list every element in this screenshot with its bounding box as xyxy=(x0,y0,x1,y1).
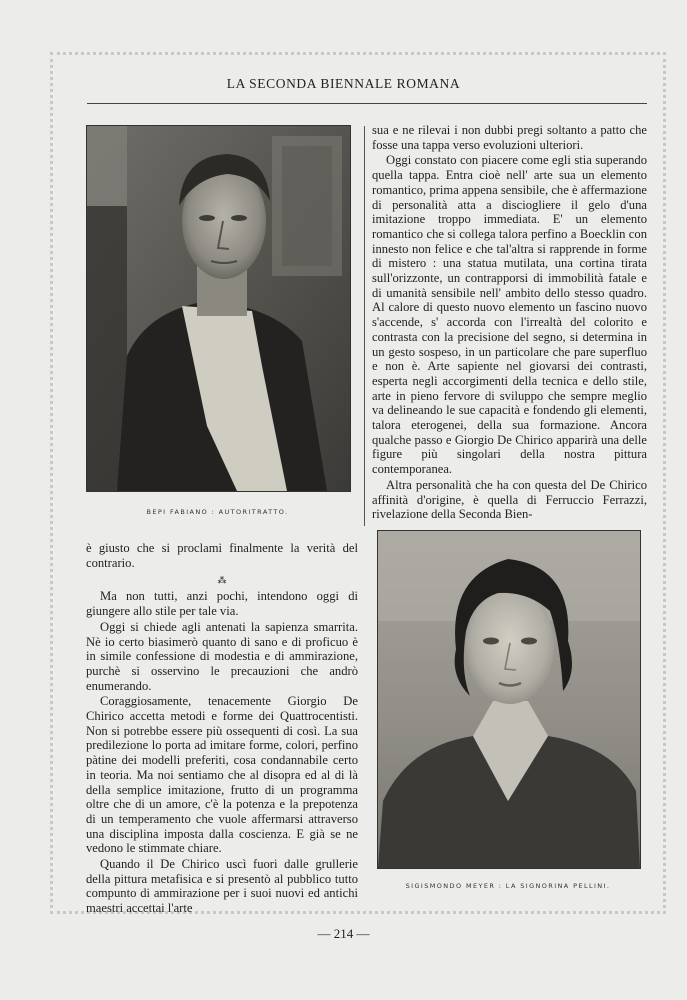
left-paragraph-4: Quando il De Chirico uscì fuori dalle grullerie della pittura metafisica e si presentò al pubblico tutto compunto di ammirazione per i suoi nuovi ed antichi maestri accettai l'arte xyxy=(86,857,358,916)
left-column-text xyxy=(86,541,358,917)
left-paragraph-1: Ma non tutti, anzi pochi, intendono oggi di giungere allo stile per tale via. xyxy=(86,589,358,619)
right-paragraph-3: Altra personalità che ha con questa del De Chirico affinità d'origine, è quella di Ferruccio Ferrazzi, rivelazione della Seconda Bien- xyxy=(372,477,647,522)
fabiano-caption: BEPI FABIANO : AUTORITRATTO. xyxy=(146,508,289,516)
right-paragraph-1: sua e ne rilevai i non dubbi pregi soltanto a patto che fosse una tappa verso evoluzioni ulteriori. xyxy=(372,123,647,152)
column-divider xyxy=(364,126,365,526)
header-rule xyxy=(87,103,647,104)
asterism-separator: ⁂ xyxy=(217,575,227,586)
running-header: LA SECONDA BIENNALE ROMANA xyxy=(226,76,461,91)
meyer-portrait-image xyxy=(377,530,641,869)
left-paragraph-3: Coraggiosamente, tenacemente Giorgio De Chirico accetta metodi e forme dei Quattrocentisti. Non si potrebbe essere più ossequenti di così. La sua predilezione lo porta ad imitare forme, colori, perfino pàtine dei modelli preferiti, cosa condannabile certo in teoria. Ma noi sentiamo che al disopra ed al di là della semplice imitazione, frutto di un programma oltre che di un amore, c'è la potenza e la prepotenza di un temperamento che vuole affermarsi attraverso una disciplina imposta dalla coscienza. E già se ne vedono le stimmate chiare. xyxy=(86,694,358,856)
meyer-caption: SIGISMONDO MEYER : LA SIGNORINA PELLINI. xyxy=(405,882,611,890)
right-column-text xyxy=(372,123,647,523)
fabiano-self-portrait-image xyxy=(86,125,351,492)
page-number: — 214 — xyxy=(317,926,370,941)
left-paragraph-2: Oggi si chiede agli antenati la sapienza smarrita. Nè io certo biasimerò quanto di sano e di proficuo è in simile confessione di modestia e di ammirazione, purchè si osservino le precauzioni che andrò enumerando. xyxy=(86,619,358,693)
left-intro-paragraph: è giusto che si proclami finalmente la verità del contrario. xyxy=(86,541,358,570)
right-paragraph-2: Oggi constato con piacere come egli stia superando quella tappa. Entra cioè nell' arte sua un elemento romantico, prima appena sensibile, che è affermazione di personalità atta a disciogliere il gelo d'una imitazione troppo immediata. E' un elemento romantico che si collega talora perfino a Boecklin con innesto non felice e che tal'altra si rapprende in forme di mistero : una statua mutilata, una cortina tirata sull'orizzonte, un contrapporsi di immobilità fatale e di umanità sensibile nell' ambito dello stesso quadro. Al calore di questo nuovo elemento un fascino nuovo s'accende, s' accorda con l'irrealtà del colorito e contrasta con la precisione del segno, si determina in un gesto sospeso, in un particolare che pare superfluo e non è. Arte sapiente nel giovarsi dei contrasti, esperta negli accorgimenti della tecnica e dello stile, arte in pieno fervore di sviluppo che sempre meglio va delineando le sue capacità e fondendo gli elementi, talora eterogenei, della sua formazione. Ancora qualche passo e Giorgio De Chirico apparirà una delle figure più singolari della nostra pittura contemporanea. xyxy=(372,153,647,477)
